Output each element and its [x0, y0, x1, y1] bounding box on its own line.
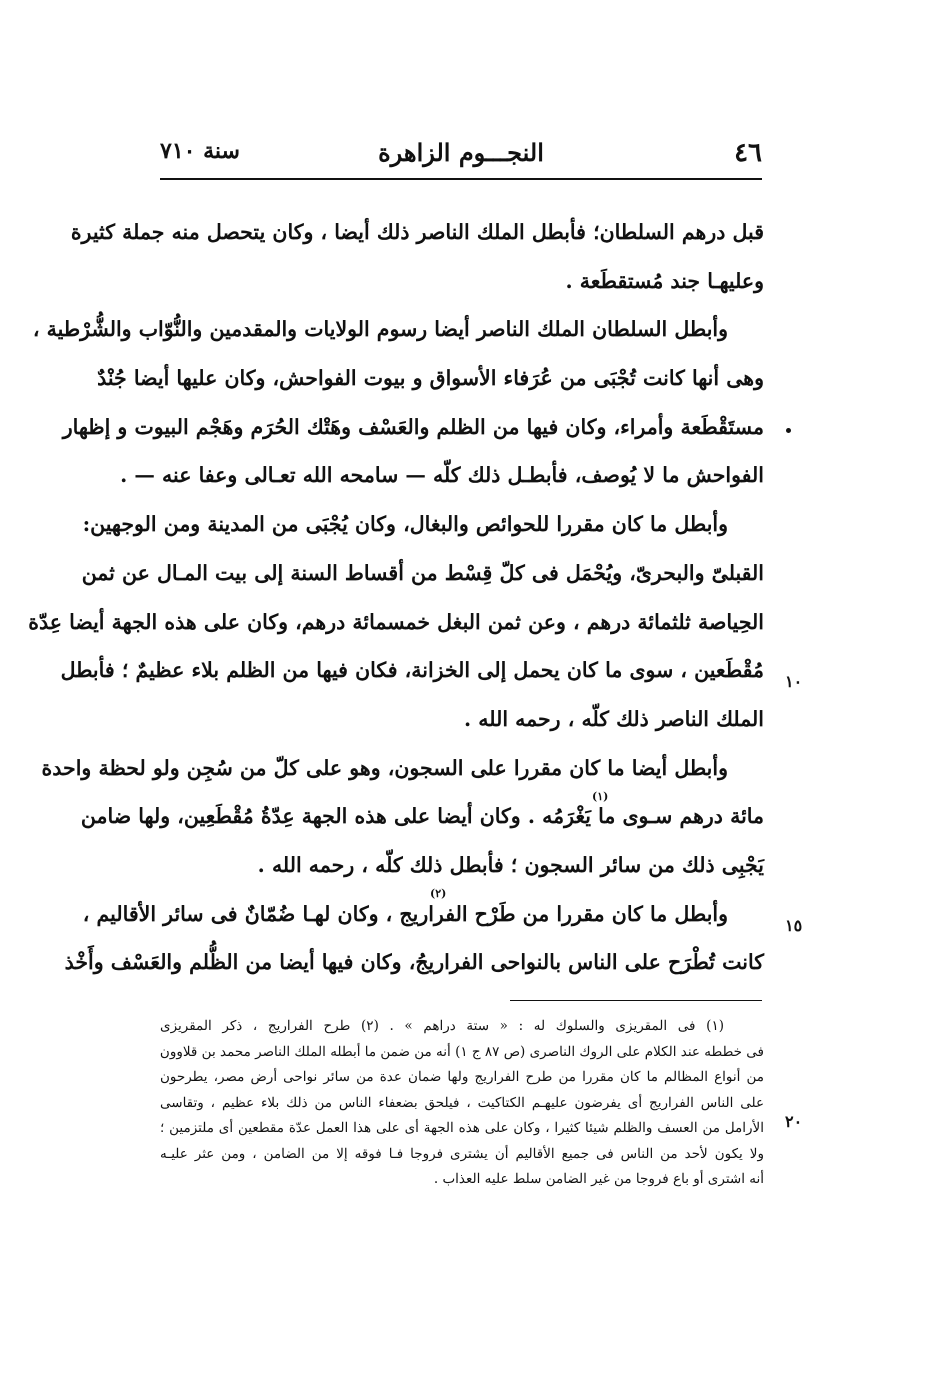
footnote-line: الأرامل من العسف والظلم شيئا كثيرا ، وكان على هذه الجهة أى على هذا العمل عدّة مقطعين أى ملتزمين ؛ [160, 1120, 764, 1136]
text-line: يَجْبِى ذلك من سائر السجون ؛ فأبطل ذلك كلّه ، رحمه الله . [257, 852, 764, 877]
margin-line-number-20: ٢٠ [785, 1112, 803, 1131]
footnote-line: ولا يكون لأحد من الناس فى جميع الأقاليم أن يشترى فروجا فـا فوقه إلا من الضامن ، ومن عثر عليـه [160, 1145, 764, 1162]
footnote-line: (١) فى المقريزى والسلوك له : « ستة دراهم » . (٢) طرح الفراريج ، ذكر المقريزى [160, 1018, 724, 1034]
text-line: قبل درهم السلطان؛ فأبطل الملك الناصر ذلك أيضا ، وكان يتحصل منه جملة كثيرة [70, 220, 764, 244]
running-year: سنة ٧١٠ [160, 138, 240, 164]
text-line: القبلىّ والبحرىّ، ويُحْمَل فى كلّ قِسْط من أقساط السنة إلى بيت المـال عن ثمن [81, 560, 764, 585]
margin-line-number-15: ١٥ [785, 916, 803, 935]
main-text [28, 208, 764, 987]
text-line: مستَقْطَعة وأمراء، وكان فيها من الظلم والعَسْف وهَتْك الحُرَم وهَجْم البيوت و إظهار [62, 414, 764, 439]
text-line: وعليهـا جند مُستقطَعة . [565, 268, 764, 293]
footnotes [160, 1014, 764, 1193]
running-title: النجـــوم الزاهرة [378, 138, 544, 167]
text-line: وأبطل ما كان مقررا من طَرْح الفراريج ، وكان لهـا ضُمّانٌ فى سائر الأقاليم ، [82, 901, 728, 926]
footnote-rule [510, 1000, 762, 1001]
running-header [160, 138, 762, 172]
footnote-ref-1: (١) [592, 790, 609, 803]
margin-marker [786, 428, 791, 433]
text-line: وأبطل أيضا ما كان مقررا على السجون، وهو على كلّ من سُجِن ولو لحظة واحدة [41, 755, 728, 780]
text-line: كانت تُطْرَح على الناس بالنواحى الفراريجُ، وكان فيها أيضا من الظُّلم والعَسْف وأَخْذ [64, 950, 764, 975]
footnote-line: من أنواع المظالم ما كان مقررا من طرح الفراريج ولها ضمان عدة من سائر نواحى أرض مصر، يطرحون [160, 1069, 764, 1085]
text-line: مُقْطَعين ، سوى ما كان يحمل إلى الخزانة، فكان فيها من الظلم بلاء عظيمٌ ؛ فأبطل [60, 658, 764, 683]
header-rule [160, 178, 762, 180]
footnote-line: على الناس الفراريج أى يفرضون عليهـم الكتاكيت ، فيلحق بضعفاء الناس من ذلك بلاء عظيم ، وتقاسى [160, 1094, 764, 1111]
text-line: الملك الناصر ذلك كلّه ، رحمه الله . [464, 706, 764, 731]
text-line: وأبطل السلطان الملك الناصر أيضا رسوم الولايات والمقدمين والنُّوّاب والشُّرْطية ، [32, 317, 728, 342]
page-number: ٤٦ [734, 138, 762, 168]
footnote-ref-2: (٢) [430, 887, 447, 900]
text-line: الحِياصة ثلثمائة درهم ، وعن ثمن البغل خمسمائة درهم، وكان على هذه الجهة أيضا عِدّة [28, 609, 764, 634]
text-line: وأبطل ما كان مقررا للحوائص والبغال، وكان يُجْبَى من المدينة ومن الوجهين: [82, 512, 728, 537]
text-line: وهى أنها كانت تُجْبَى من عُرَفاء الأسواق و بيوت الفواحش، وكان عليها أيضا جُنْدٌ [97, 366, 764, 391]
footnote-line: فى خططه عند الكلام على الروك الناصرى (ص ٨٧ ج ١) أنه من ضمن ما أبطله الملك الناصر محمد بن قلاوون [159, 1043, 764, 1060]
margin-line-number-10: ١٠ [785, 672, 803, 691]
text-line: الفواحش ما لا يُوصف، فأبطـل ذلك كلّه — سامحه الله تعـالى وعفا عنه — . [120, 463, 764, 488]
text-line: مائة درهم سـوى ما يَغْرَمُه . وكان أيضا على هذه الجهة عِدّةُ مُقْطَعِين، ولها ضامن [80, 804, 764, 829]
footnote-line: أنه اشترى أو باع فروجا من غير الضامن سلط عليه العذاب . [433, 1171, 764, 1187]
